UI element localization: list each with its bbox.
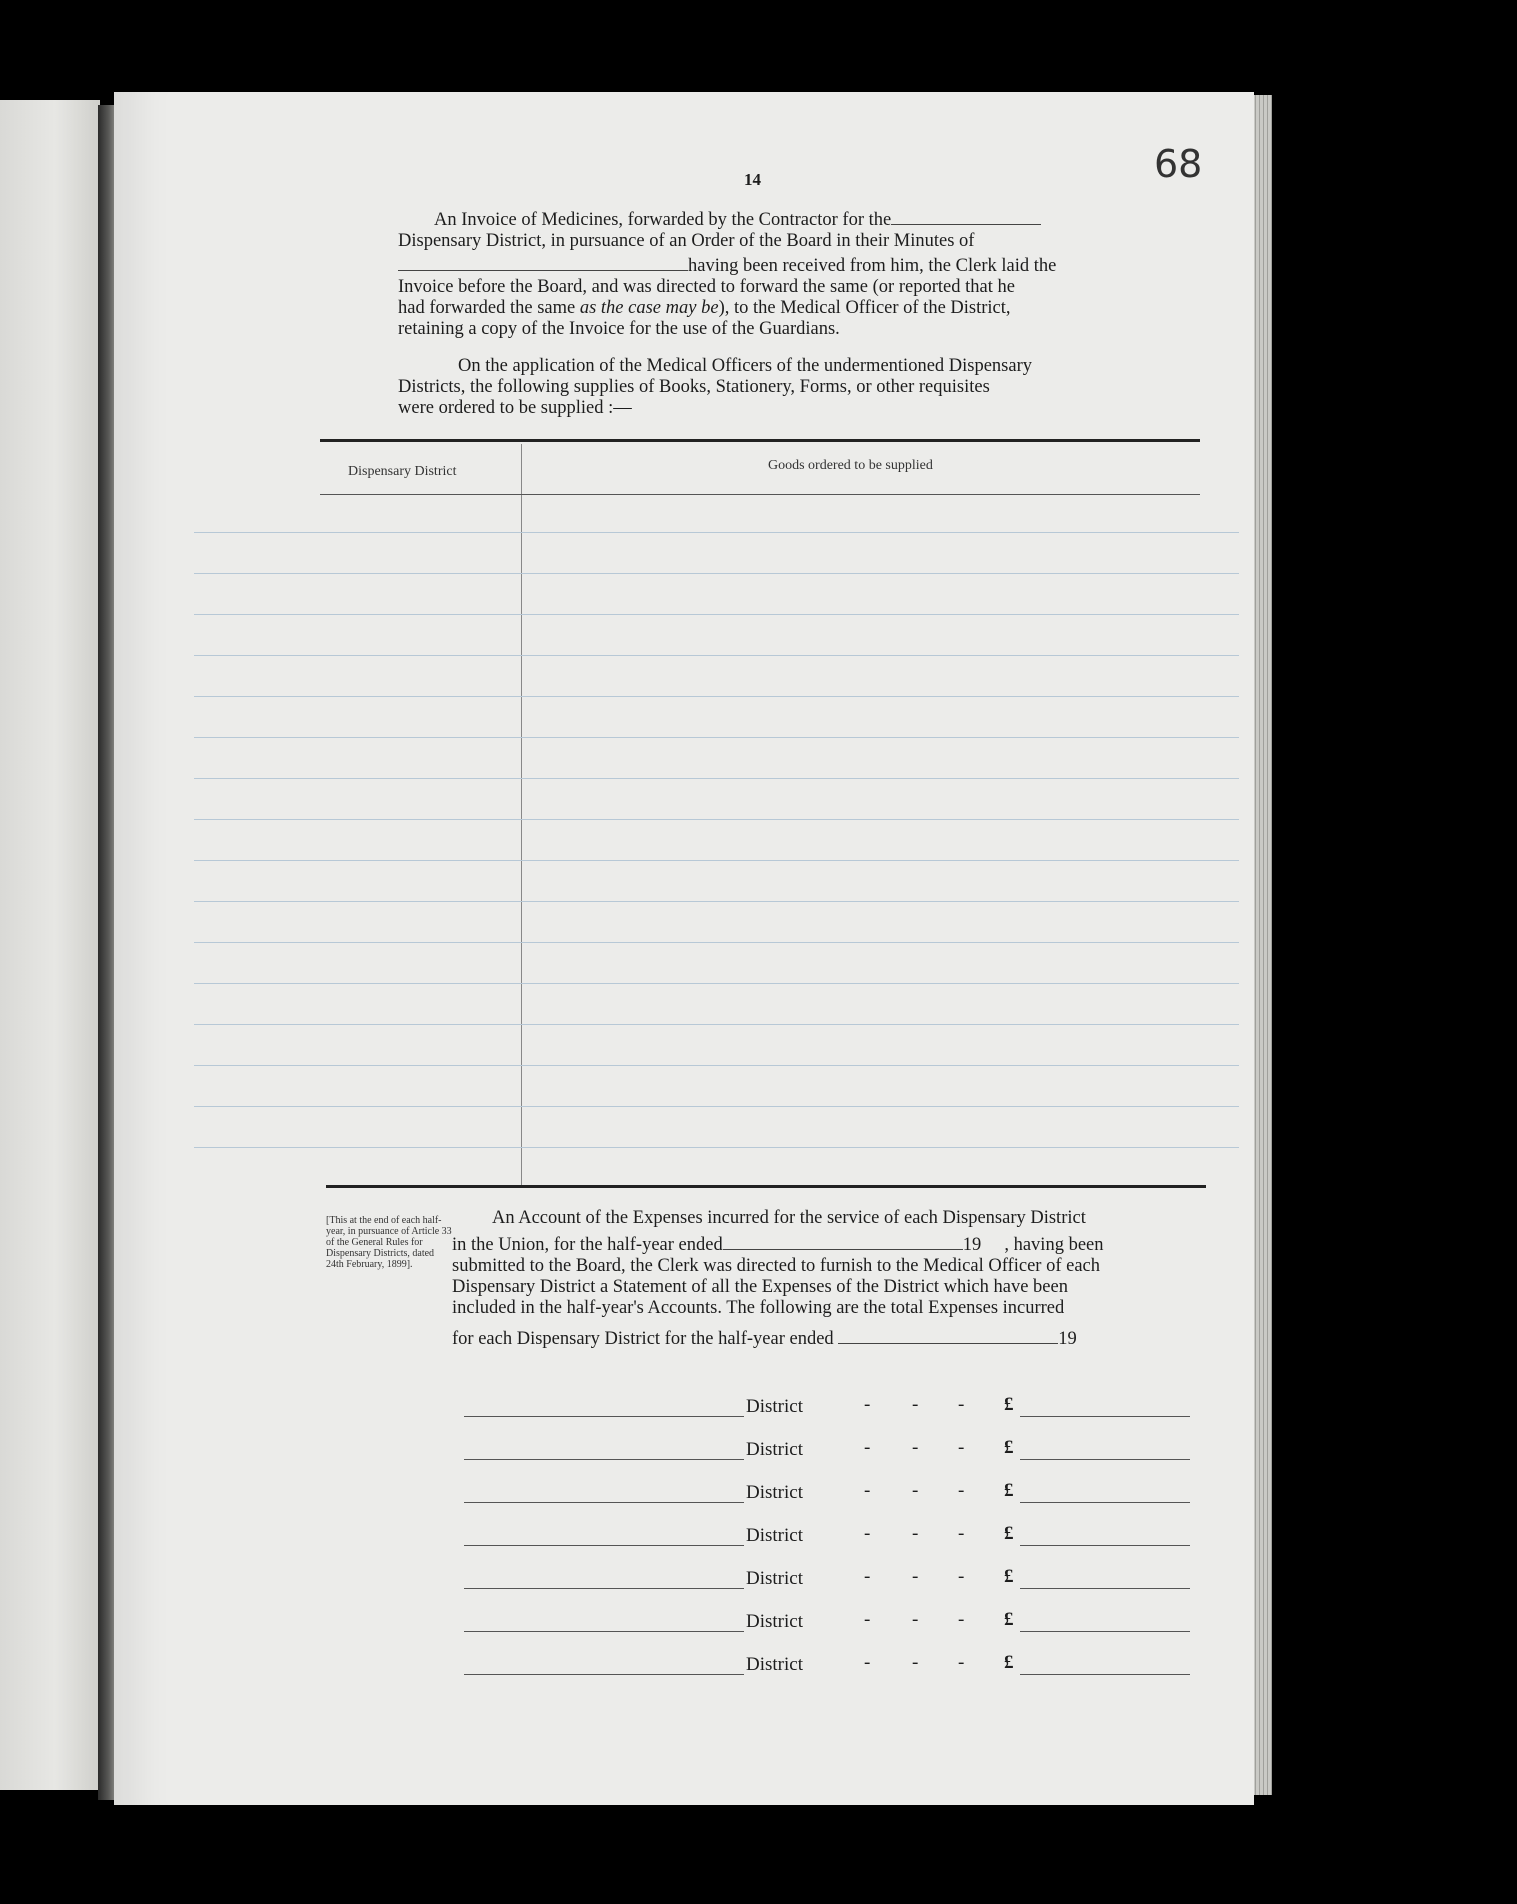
dash: - <box>912 1609 919 1630</box>
district-row <box>464 1652 1194 1682</box>
district-row <box>464 1609 1194 1639</box>
district-row <box>464 1437 1194 1467</box>
district-name-blank <box>464 1588 744 1589</box>
dash: - <box>864 1609 871 1630</box>
page-number: 14 <box>744 170 761 189</box>
district-row <box>464 1394 1194 1424</box>
pound-sign: £ <box>1004 1566 1014 1587</box>
district-label: District <box>746 1396 803 1417</box>
amount-blank <box>1020 1631 1190 1632</box>
dash: - <box>958 1480 965 1501</box>
district-label: District <box>746 1439 803 1460</box>
table-bottom-rule <box>326 1185 1206 1188</box>
supplies-paragraph: On the application of the Medical Officers of the undermentioned Dispensary Districts, the following supplies of Books, Stationery, Forms, or other requisites were ordered to be supplied :— <box>398 356 1033 418</box>
district-name-blank <box>464 1502 744 1503</box>
dash: - <box>864 1394 871 1415</box>
amount-blank <box>1020 1545 1190 1546</box>
facing-page <box>0 100 100 1790</box>
district-row <box>464 1523 1194 1553</box>
pound-sign: £ <box>1004 1437 1014 1458</box>
dash: - <box>912 1566 919 1587</box>
district-label: District <box>746 1611 803 1632</box>
pound-sign: £ <box>1004 1480 1014 1501</box>
col-header-goods: Goods ordered to be supplied <box>768 458 933 473</box>
district-name-blank <box>464 1416 744 1417</box>
amount-blank <box>1020 1416 1190 1417</box>
district-label: District <box>746 1654 803 1675</box>
dash: - <box>864 1523 871 1544</box>
dash: - <box>864 1480 871 1501</box>
header-rule <box>320 494 1200 495</box>
column-divider <box>521 444 522 1186</box>
dash: - <box>912 1437 919 1458</box>
dash: - <box>958 1609 965 1630</box>
dash: - <box>958 1566 965 1587</box>
account-paragraph: An Account of the Expenses incurred for the service of each Dispensary District in the Union, for the half-year ended 19 , having been submitted to the Board, the Clerk was directed to furnish to the Medical Officer of each Dispensary District a Statement of all the Expenses of the District which have been included in the half-year's Accounts. The following are the total Expenses incurred for each Dispensary District for the half-year ended 19 <box>452 1208 1104 1349</box>
district-label: District <box>746 1525 803 1546</box>
invoice-paragraph: An Invoice of Medicines, forwarded by the Contractor for the Dispensary District, in pursuance of an Order of the Board in their Minutes of having been received from him, the Clerk laid the Invoice before the Board, and was directed to forward the same (or reported that he had forwarded the same as the case may be), to the Medical Officer of the District, retaining a copy of the Invoice for the use of the Guardians. <box>398 210 1057 339</box>
dash: - <box>958 1652 965 1673</box>
district-name-blank <box>464 1674 744 1675</box>
amount-blank <box>1020 1588 1190 1589</box>
dash: - <box>912 1394 919 1415</box>
dash: - <box>864 1566 871 1587</box>
col-header-district: Dispensary District <box>348 464 457 479</box>
district-name-blank <box>464 1545 744 1546</box>
dash: - <box>958 1523 965 1544</box>
district-row <box>464 1480 1194 1510</box>
pound-sign: £ <box>1004 1609 1014 1630</box>
dash: - <box>864 1437 871 1458</box>
dash: - <box>958 1437 965 1458</box>
district-name-blank <box>464 1459 744 1460</box>
margin-note: [This at the end of each half-year, in pursuance of Article 33 of the General Rules for Dispensary Districts, dated 24th February, 1899]. <box>326 1215 452 1270</box>
pound-sign: £ <box>1004 1394 1014 1415</box>
dash: - <box>912 1652 919 1673</box>
dash: - <box>912 1480 919 1501</box>
district-name-blank <box>464 1631 744 1632</box>
amount-blank <box>1020 1502 1190 1503</box>
pound-sign: £ <box>1004 1652 1014 1673</box>
dash: - <box>864 1652 871 1673</box>
ledger-page <box>114 92 1254 1805</box>
dash: - <box>958 1394 965 1415</box>
dash: - <box>912 1523 919 1544</box>
amount-blank <box>1020 1459 1190 1460</box>
pound-sign: £ <box>1004 1523 1014 1544</box>
district-row <box>464 1566 1194 1596</box>
table-top-rule <box>320 439 1200 442</box>
folio-number: 68 <box>1154 142 1203 186</box>
amount-blank <box>1020 1674 1190 1675</box>
district-label: District <box>746 1482 803 1503</box>
district-label: District <box>746 1568 803 1589</box>
